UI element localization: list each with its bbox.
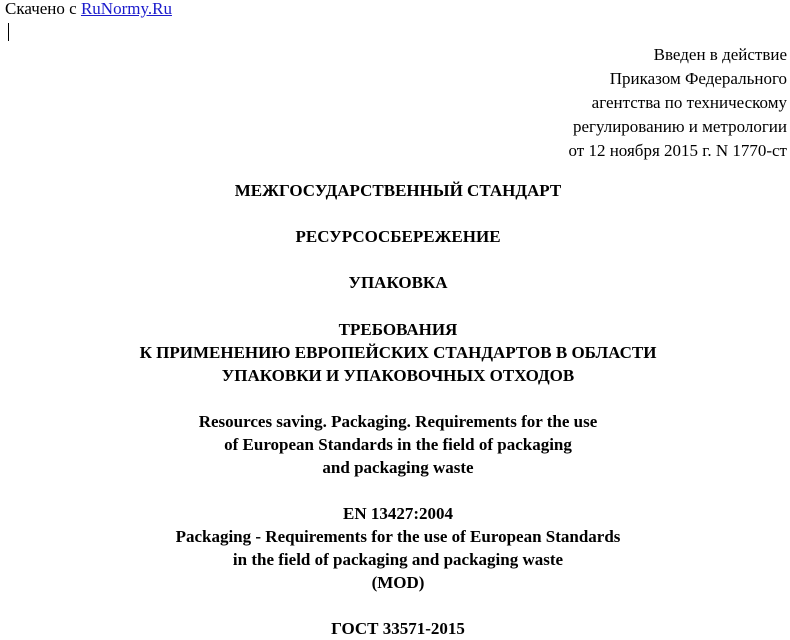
- en-standard-line: in the field of packaging and packaging waste: [232, 550, 564, 569]
- enactment-line: Введен в действие: [653, 45, 787, 64]
- title-ru-line: УПАКОВКИ И УПАКОВОЧНЫХ ОТХОДОВ: [221, 366, 575, 385]
- category: УПАКОВКА: [348, 273, 448, 292]
- source-line: [5, 0, 172, 19]
- title-ru-line: К ПРИМЕНЕНИЮ ЕВРОПЕЙСКИХ СТАНДАРТОВ В ОБЛАСТИ: [139, 343, 657, 362]
- text-cursor: [8, 23, 9, 41]
- enactment-line: агентства по техническому: [591, 93, 787, 112]
- en-standard-line: (MOD): [371, 573, 425, 592]
- en-standard-block: [0, 502, 790, 594]
- title-ru-line: ТРЕБОВАНИЯ: [338, 320, 458, 339]
- en-standard-code: EN 13427:2004: [342, 504, 454, 523]
- enactment-line: Приказом Федерального: [609, 69, 787, 88]
- subject: РЕСУРСОСБЕРЕЖЕНИЕ: [295, 227, 501, 246]
- title-en-block: [0, 410, 790, 479]
- category-heading: [0, 271, 790, 294]
- enactment-line: от 12 ноября 2015 г. N 1770-ст: [568, 141, 787, 160]
- gost-code-heading: [0, 617, 790, 640]
- title-en-line: and packaging waste: [322, 458, 474, 477]
- source-prefix: Скачено с: [5, 0, 81, 18]
- title-en-line: of European Standards in the field of packaging: [224, 435, 572, 454]
- standard-type: МЕЖГОСУДАРСТВЕННЫЙ СТАНДАРТ: [234, 181, 562, 200]
- title-en-line: Resources saving. Packaging. Requirements for the use: [198, 412, 598, 431]
- source-link[interactable]: RuNormy.Ru: [80, 0, 172, 18]
- gost-code: ГОСТ 33571-2015: [331, 619, 465, 638]
- subject-heading: [0, 225, 790, 248]
- standard-type-heading: [0, 179, 790, 202]
- enactment-line: регулированию и метрологии: [572, 117, 787, 136]
- title-ru-block: [0, 318, 790, 387]
- en-standard-line: Packaging - Requirements for the use of European Standards: [175, 527, 621, 546]
- enactment-block: [569, 43, 788, 163]
